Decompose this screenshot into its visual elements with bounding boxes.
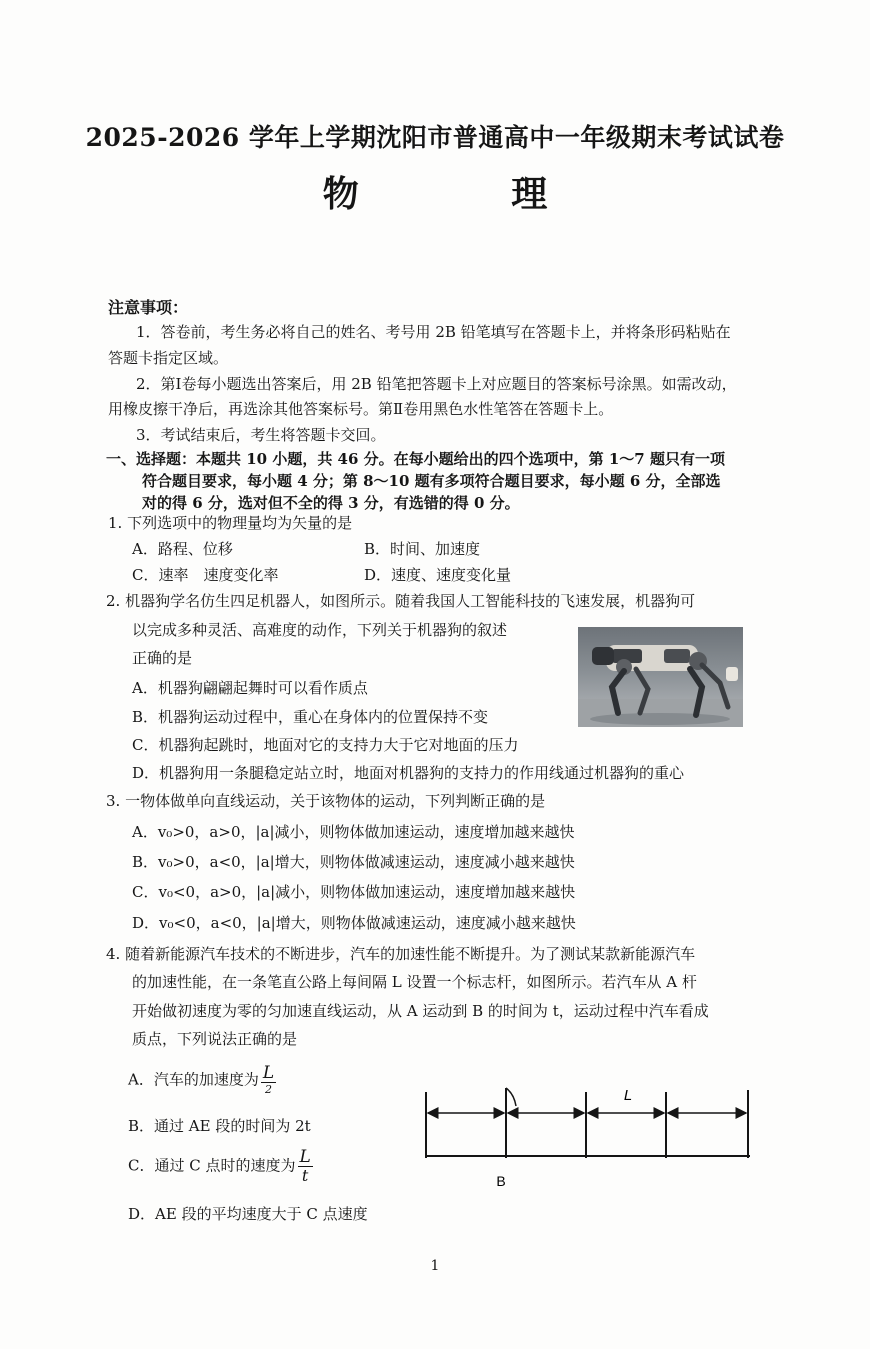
q4-stem-line-3: 开始做初速度为零的匀加速直线运动，从 A 运动到 B 的时间为 t，运动过程中汽车看成 bbox=[132, 1002, 709, 1020]
q4-option-a-numerator: L bbox=[262, 1063, 275, 1083]
q4-option-c-text: C．通过 C 点时的速度为 bbox=[128, 1156, 296, 1175]
robot-dog-photo bbox=[578, 627, 743, 727]
pole-label-b: B bbox=[496, 1173, 506, 1189]
q2-stem-line-3: 正确的是 bbox=[132, 649, 193, 667]
notice-heading: 注意事项： bbox=[108, 298, 189, 317]
q2-stem-line-1: 2. 机器狗学名仿生四足机器人，如图所示。随着我国人工智能科技的飞速发展，机器狗可 bbox=[106, 592, 696, 610]
q3-option-b: B．v₀>0，a<0，|a|增大，则物体做减速运动，速度减小越来越快 bbox=[132, 853, 575, 871]
q3-option-a: A．v₀>0，a>0，|a|减小，则物体做加速运动，速度增加越来越快 bbox=[132, 823, 575, 841]
page-number: 1 bbox=[430, 1258, 440, 1274]
q2-option-a: A．机器狗翩翩起舞时可以看作质点 bbox=[132, 679, 368, 697]
q4-option-a-denominator: 2 bbox=[264, 1083, 272, 1096]
q4-option-c-denominator: t bbox=[301, 1166, 309, 1185]
q4-option-c bbox=[128, 1148, 313, 1185]
segment-label-l: L bbox=[623, 1087, 633, 1104]
notice-item-2-line-2: 用橡皮擦干净后，再选涂其他答案标号。第Ⅱ卷用黑色水性笔答在答题卡上。 bbox=[108, 400, 614, 418]
q4-stem-line-4: 质点，下列说法正确的是 bbox=[132, 1030, 298, 1048]
q1-option-d: D．速度、速度变化量 bbox=[364, 566, 512, 584]
q3-stem: 3. 一物体做单向直线运动，关于该物体的运动，下列判断正确的是 bbox=[106, 792, 546, 810]
q1-stem: 1. 下列选项中的物理量均为矢量的是 bbox=[108, 514, 353, 532]
q2-option-b: B．机器狗运动过程中，重心在身体内的位置保持不变 bbox=[132, 708, 489, 726]
q4-option-c-numerator: L bbox=[299, 1147, 311, 1167]
curved-mark bbox=[506, 1088, 516, 1106]
q4-option-b: B．通过 AE 段的时间为 2t bbox=[128, 1117, 311, 1135]
q2-option-d: D．机器狗用一条腿稳定站立时，地面对机器狗的支持力的作用线通过机器狗的重心 bbox=[132, 764, 685, 782]
notice-item-3: 3．考试结束后，考生将答题卡交回。 bbox=[136, 426, 386, 444]
q4-option-c-fraction bbox=[298, 1148, 313, 1185]
notice-item-1-line-1: 1．答卷前，考生务必将自己的姓名、考号用 2B 铅笔填写在答题卡上，并将条形码粘贴在 bbox=[136, 323, 731, 341]
q1-option-c: C．速率 速度变化率 bbox=[132, 566, 279, 584]
notice-item-1-line-2: 答题卡指定区域。 bbox=[108, 349, 229, 367]
q2-option-c: C．机器狗起跳时，地面对它的支持力大于它对地面的压力 bbox=[132, 736, 519, 754]
robot-dog-illustration bbox=[578, 627, 743, 727]
q4-option-a-text: A．汽车的加速度为 bbox=[128, 1070, 259, 1089]
q3-option-d: D．v₀<0，a<0，|a|增大，则物体做减速运动，速度减小越来越快 bbox=[132, 914, 576, 932]
exam-title: 2025-2026 学年上学期沈阳市普通高中一年级期末考试试卷 bbox=[85, 123, 785, 152]
q1-option-b: B．时间、加速度 bbox=[364, 540, 481, 558]
q4-stem-line-2: 的加速性能，在一条笔直公路上每间隔 L 设置一个标志杆，如图所示。若汽车从 A 杆 bbox=[132, 973, 697, 991]
section-1-line-3: 对的得 6 分，选对但不全的得 3 分，有选错的得 0 分。 bbox=[142, 494, 520, 512]
q3-option-c: C．v₀<0，a>0，|a|减小，则物体做加速运动，速度增加越来越快 bbox=[132, 883, 576, 901]
q4-option-a-fraction bbox=[261, 1064, 276, 1097]
section-1-line-1: 一、选择题：本题共 10 小题，共 46 分。在每小题给出的四个选项中，第 1～7 题只有一项 bbox=[106, 450, 725, 468]
q4-option-d: D．AE 段的平均速度大于 C 点速度 bbox=[128, 1205, 368, 1223]
road-marker-diagram bbox=[410, 1080, 760, 1190]
notice-item-2-line-1: 2．第Ⅰ卷每小题选出答案后，用 2B 铅笔把答题卡上对应题目的答案标号涂黑。如需改动， bbox=[136, 375, 737, 393]
subject-title: 物 理 bbox=[322, 173, 618, 215]
q2-stem-line-2: 以完成多种灵活、高难度的动作，下列关于机器狗的叙述 bbox=[132, 621, 508, 639]
q1-option-a: A．路程、位移 bbox=[132, 540, 233, 558]
q4-option-a bbox=[128, 1064, 276, 1097]
q4-stem-line-1: 4. 随着新能源汽车技术的不断进步，汽车的加速性能不断提升。为了测试某款新能源汽车 bbox=[106, 945, 696, 963]
section-1-line-2: 符合题目要求，每小题 4 分；第 8～10 题有多项符合题目要求，每小题 6 分，全部选 bbox=[142, 472, 721, 490]
